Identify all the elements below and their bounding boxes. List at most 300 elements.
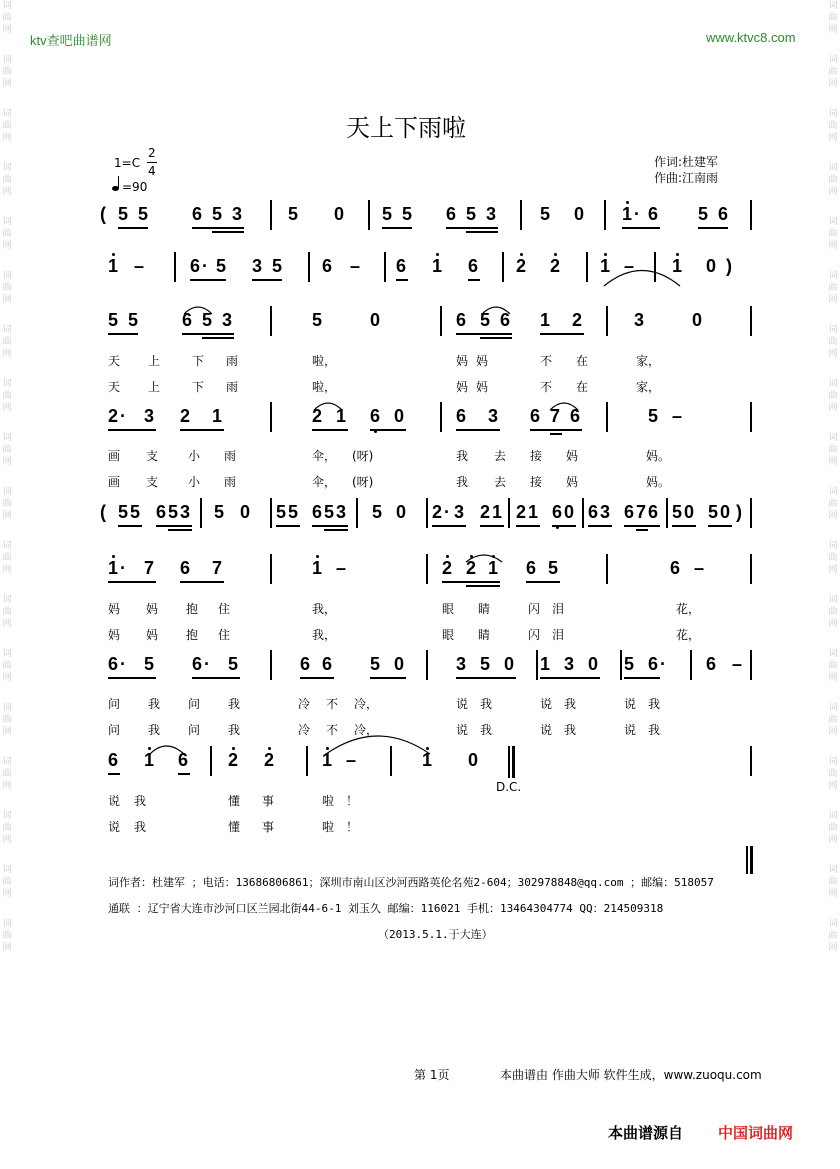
lyric-syllable: 妈 — [566, 475, 579, 489]
watermark-char: 网 — [2, 781, 12, 791]
watermark-char: 词 — [2, 217, 12, 227]
lyric-syllable: 我 — [480, 697, 493, 711]
watermark-char: 曲 — [828, 121, 838, 131]
watermark-char: 网 — [2, 25, 12, 35]
note: 6 — [648, 502, 659, 522]
note: 5 — [648, 406, 659, 426]
watermark-char: 词 — [2, 541, 12, 551]
note: 1 — [488, 558, 499, 578]
dc-marking: D.C. — [496, 780, 522, 794]
note: 1 — [492, 502, 503, 522]
watermark-char: 曲 — [828, 661, 838, 671]
note: 2 — [516, 256, 527, 276]
lyric-syllable: 雨 — [224, 449, 237, 463]
lyric-syllable: 说 — [624, 723, 637, 737]
note: 1 — [540, 310, 551, 330]
watermark-char: 曲 — [2, 337, 12, 347]
watermark-char: 曲 — [2, 229, 12, 239]
lyric-syllable: 说 — [456, 723, 469, 737]
note: 0 — [684, 502, 695, 522]
lyric-syllable: 妈 — [146, 628, 159, 642]
watermark-char: 网 — [2, 889, 12, 899]
note: 6 — [300, 654, 311, 674]
note: 7 — [550, 406, 561, 426]
watermark-char: 网 — [2, 349, 12, 359]
lyric-syllable: 接 — [530, 475, 543, 489]
watermark-char: 网 — [828, 241, 838, 251]
note: 2 — [516, 502, 527, 522]
watermark-char: 词 — [828, 109, 838, 119]
note: – — [134, 256, 145, 276]
lyric-syllable: 我 — [456, 449, 469, 463]
note: 0 — [564, 502, 575, 522]
watermark-char: 词 — [828, 595, 838, 605]
header-left-site[interactable]: ktv查吧曲谱网 — [30, 33, 112, 48]
note: 0 — [370, 310, 381, 330]
watermark-char: 词 — [828, 433, 838, 443]
watermark-char: 曲 — [828, 877, 838, 887]
watermark-char: 曲 — [2, 121, 12, 131]
lyric-syllable: 天 — [108, 380, 121, 394]
note: 5 — [272, 256, 283, 276]
lyric-syllable: 问 — [108, 723, 121, 737]
watermark-char: 曲 — [2, 67, 12, 77]
note: – — [336, 558, 347, 578]
lyric-syllable: 妈 — [476, 354, 489, 368]
note: 5 — [228, 654, 239, 674]
watermark-char: 网 — [2, 187, 12, 197]
note: 1 — [312, 558, 323, 578]
watermark-char: 网 — [2, 943, 12, 953]
watermark-char: 曲 — [2, 175, 12, 185]
watermark-char: 曲 — [828, 931, 838, 941]
lyric-syllable: 睛 — [478, 628, 491, 642]
lyricist-contact: 词作者：杜建军 ；电话：13686806861；深圳市南山区沙河西路英伦名苑2-604；302978848@qq.com ；邮编：518057 — [108, 876, 714, 889]
note: 0 — [240, 502, 251, 522]
note: 3 — [222, 310, 233, 330]
lyric-syllable: 不 — [540, 354, 553, 368]
watermark-char: 词 — [828, 325, 838, 335]
augmentation-dot: · — [202, 256, 208, 276]
watermark-char: 曲 — [2, 499, 12, 509]
watermark-char: 曲 — [828, 391, 838, 401]
lyric-syllable: 在 — [576, 354, 589, 368]
watermark-char: 曲 — [2, 877, 12, 887]
lyric-syllable: 抱 — [186, 602, 199, 616]
watermark-char: 曲 — [828, 13, 838, 23]
watermark-char: 曲 — [2, 445, 12, 455]
note: 6 — [156, 502, 167, 522]
lyric-syllable: 妈 — [108, 602, 121, 616]
note: 3 — [252, 256, 263, 276]
watermark-char: 曲 — [2, 553, 12, 563]
note: 6 — [108, 750, 119, 770]
watermark-char: 词 — [2, 325, 12, 335]
watermark-char: 词 — [828, 703, 838, 713]
slur — [466, 555, 502, 562]
watermark-char: 曲 — [2, 607, 12, 617]
watermark-char: 词 — [828, 757, 838, 767]
lyric-syllable: 问 — [188, 697, 201, 711]
note: 1 — [422, 750, 433, 770]
note: 6 — [718, 204, 729, 224]
lyric-syllable: 我 — [148, 723, 161, 737]
lyric-syllable: 我 — [228, 723, 241, 737]
note: 2 — [466, 558, 477, 578]
watermark-char: 曲 — [2, 769, 12, 779]
augmentation-dot: · — [120, 406, 126, 426]
note: 1 — [600, 256, 611, 276]
watermark-char: 词 — [2, 109, 12, 119]
composer: 作曲:江南雨 — [654, 171, 719, 185]
watermark-char: 词 — [828, 379, 838, 389]
watermark-char: 曲 — [2, 823, 12, 833]
lyric-syllable: 懂 — [228, 794, 241, 808]
final-barline — [746, 846, 748, 874]
note: 3 — [456, 654, 467, 674]
note: 0 — [706, 256, 717, 276]
note: 5 — [466, 204, 477, 224]
note: 6 — [180, 558, 191, 578]
note: 3 — [144, 406, 155, 426]
watermark-char: 网 — [2, 241, 12, 251]
note: 5 — [402, 204, 413, 224]
lyric-syllable: 我 — [456, 475, 469, 489]
lyric-syllable: 我 — [134, 820, 147, 834]
watermark-char: 曲 — [828, 823, 838, 833]
note: 6 — [322, 256, 333, 276]
note: 0 — [504, 654, 515, 674]
note: 5 — [108, 310, 119, 330]
note: 3 — [180, 502, 191, 522]
source-label: 本曲谱源自 — [608, 1124, 684, 1142]
note: 3 — [488, 406, 499, 426]
watermark-char: 曲 — [828, 67, 838, 77]
note: 1 — [622, 204, 633, 224]
watermark-char: 词 — [828, 1, 838, 11]
slur — [314, 403, 342, 410]
note: 6 — [526, 558, 537, 578]
lyric-syllable: 闪 — [528, 628, 541, 642]
note: 6 — [192, 654, 203, 674]
note: 2 — [480, 502, 491, 522]
watermark-char: 网 — [828, 565, 838, 575]
note: 5 — [480, 654, 491, 674]
lyric-syllable: 小 — [188, 449, 201, 463]
lyric-syllable: 上 — [148, 354, 161, 368]
watermark-char: 曲 — [828, 553, 838, 563]
lyric-syllable: 事 — [262, 794, 275, 808]
note: 6 — [530, 406, 541, 426]
note: 3 — [232, 204, 243, 224]
watermark-char: 词 — [828, 163, 838, 173]
watermark-char: 网 — [828, 511, 838, 521]
note: 5 — [168, 502, 179, 522]
watermark-char: 词 — [828, 649, 838, 659]
note: 0 — [396, 502, 407, 522]
note: 3 — [486, 204, 497, 224]
watermark-char: 曲 — [828, 283, 838, 293]
note: 6 — [192, 204, 203, 224]
generator-credit: 本曲谱由 作曲大师 软件生成，www.zuoqu.com — [500, 1068, 762, 1082]
augmentation-dot: · — [120, 654, 126, 674]
watermark-char: 网 — [828, 187, 838, 197]
watermark-char: 曲 — [828, 769, 838, 779]
lyric-syllable: 花， — [676, 602, 701, 616]
watermark-char: 曲 — [828, 499, 838, 509]
lyric-syllable: 问 — [108, 697, 121, 711]
note: 1 — [672, 256, 683, 276]
watermark-char: 网 — [2, 727, 12, 737]
lyric-syllable: 雨 — [226, 354, 239, 368]
note: 0 — [394, 406, 405, 426]
note: 5 — [118, 502, 129, 522]
watermark-char: 词 — [2, 919, 12, 929]
slur — [326, 736, 430, 754]
note: 5 — [118, 204, 129, 224]
augmentation-dot: · — [204, 654, 210, 674]
note: 2 — [442, 558, 453, 578]
note: 6 — [446, 204, 457, 224]
watermark-char: 曲 — [828, 607, 838, 617]
note: 5 — [372, 502, 383, 522]
note: 5 — [216, 256, 227, 276]
lyric-syllable: 冷， — [354, 697, 379, 711]
note: 5 — [698, 204, 709, 224]
note: 1 — [144, 750, 155, 770]
note: ( — [100, 502, 106, 522]
watermark-char: 曲 — [828, 229, 838, 239]
lyric-syllable: 我， — [312, 602, 337, 616]
watermark-char: 词 — [828, 541, 838, 551]
watermark-char: 网 — [828, 889, 838, 899]
watermark-char: 网 — [828, 619, 838, 629]
note: 2 — [108, 406, 119, 426]
note: 6 — [552, 502, 563, 522]
watermark-char: 网 — [2, 511, 12, 521]
watermark-char: 词 — [2, 649, 12, 659]
lyric-syllable: ！ — [346, 794, 359, 808]
lyric-syllable: 接 — [530, 449, 543, 463]
lyric-syllable: 眼 — [442, 628, 455, 642]
lyric-syllable: 事 — [262, 820, 275, 834]
note: 5 — [276, 502, 287, 522]
note: – — [624, 256, 635, 276]
watermark-char: 网 — [2, 835, 12, 845]
slur — [550, 403, 578, 410]
note: 6 — [624, 502, 635, 522]
lyric-syllable: 啦， — [312, 380, 337, 394]
note: – — [350, 256, 361, 276]
source-site[interactable]: 中国词曲网 — [718, 1124, 794, 1142]
lyric-syllable: 雨 — [226, 380, 239, 394]
lyric-syllable: 冷， — [354, 723, 379, 737]
watermark-char: 网 — [2, 619, 12, 629]
watermark-char: 词 — [828, 271, 838, 281]
note: 5 — [312, 310, 323, 330]
final-barline-thick — [750, 846, 753, 874]
note: 0 — [692, 310, 703, 330]
note: 6 — [468, 256, 479, 276]
lyric-syllable: 我 — [148, 697, 161, 711]
note: 6 — [312, 502, 323, 522]
watermark-char: 词 — [828, 487, 838, 497]
note: 5 — [548, 558, 559, 578]
lyric-syllable: 下 — [192, 380, 205, 394]
note: 1 — [108, 558, 119, 578]
watermark-char: 词 — [2, 595, 12, 605]
lyric-syllable: 我 — [648, 697, 661, 711]
lyric-syllable: 说 — [624, 697, 637, 711]
note: 6 — [570, 406, 581, 426]
watermark-char: 网 — [2, 403, 12, 413]
composer-contact: 通联 ：辽宁省大连市沙河口区兰园北街44-6-1 刘玉久 邮编：116021 手机：13464304774 QQ：214509318 — [108, 902, 664, 915]
note: 3 — [600, 502, 611, 522]
time-signature-top: 2 — [148, 146, 156, 160]
note: 5 — [624, 654, 635, 674]
watermark-char: 词 — [2, 163, 12, 173]
lyric-syllable: 我 — [648, 723, 661, 737]
lyric-syllable: 闪 — [528, 602, 541, 616]
note: – — [732, 654, 743, 674]
lyric-syllable: 说 — [540, 697, 553, 711]
lyric-syllable: 懂 — [228, 820, 241, 834]
lyric-syllable: 不 — [326, 697, 339, 711]
lyric-syllable: 冷 — [298, 697, 311, 711]
note: 0 — [394, 654, 405, 674]
lyric-syllable: 我 — [564, 723, 577, 737]
watermark-char: 曲 — [2, 931, 12, 941]
slur — [482, 307, 510, 314]
watermark-char: 词 — [2, 811, 12, 821]
note: 6 — [648, 654, 659, 674]
note: 0 — [720, 502, 731, 522]
watermark-char: 网 — [2, 673, 12, 683]
lyric-syllable: 上 — [148, 380, 161, 394]
note: 5 — [480, 310, 491, 330]
note: 3 — [454, 502, 465, 522]
lyric-syllable: 我 — [564, 697, 577, 711]
lyric-syllable: 问 — [188, 723, 201, 737]
lyric-syllable: 不 — [540, 380, 553, 394]
note: 1 — [540, 654, 551, 674]
lyric-syllable: 在 — [576, 380, 589, 394]
note: – — [346, 750, 357, 770]
note: 7 — [144, 558, 155, 578]
note: 6 — [588, 502, 599, 522]
note: 0 — [574, 204, 585, 224]
watermark-char: 词 — [2, 703, 12, 713]
lyric-syllable: 冷 — [298, 723, 311, 737]
note: 7 — [212, 558, 223, 578]
note: – — [672, 406, 683, 426]
watermark-char: 网 — [828, 349, 838, 359]
lyric-syllable: 妈。 — [646, 475, 671, 489]
watermark-char: 词 — [2, 271, 12, 281]
watermark-char: 词 — [828, 55, 838, 65]
lyric-syllable: 妈。 — [646, 449, 671, 463]
note: 5 — [214, 502, 225, 522]
lyric-syllable: 下 — [192, 354, 205, 368]
lyric-syllable: 我， — [312, 628, 337, 642]
note: 3 — [336, 502, 347, 522]
note: 7 — [636, 502, 647, 522]
lyric-syllable: 家， — [636, 380, 661, 394]
lyric-syllable: 啦， — [312, 354, 337, 368]
note: 0 — [468, 750, 479, 770]
note: 5 — [288, 502, 299, 522]
watermark-char: 网 — [828, 835, 838, 845]
lyric-syllable: 去 — [494, 449, 507, 463]
page-number: 第 1页 — [414, 1068, 450, 1082]
note: 3 — [634, 310, 645, 330]
note: 5 — [708, 502, 719, 522]
augmentation-dot: · — [634, 204, 640, 224]
note: 5 — [382, 204, 393, 224]
watermark-char: 词 — [828, 865, 838, 875]
watermark-char: 曲 — [2, 13, 12, 23]
note: 6 — [706, 654, 717, 674]
lyric-syllable: 不 — [326, 723, 339, 737]
watermark-char: 曲 — [828, 175, 838, 185]
note: ) — [726, 256, 732, 276]
watermark-char: 词 — [2, 487, 12, 497]
lyric-syllable: 啦 — [322, 820, 335, 834]
watermark-char: 曲 — [2, 391, 12, 401]
lyric-syllable: 支 — [146, 475, 159, 489]
note: 1 — [528, 502, 539, 522]
note: 2 — [228, 750, 239, 770]
tempo-marking: =90 — [122, 180, 148, 194]
header-right-site[interactable]: www.ktvc8.com — [706, 30, 796, 45]
lyric-syllable: 花， — [676, 628, 701, 642]
watermark-char: 网 — [828, 79, 838, 89]
watermark-char: 词 — [2, 757, 12, 767]
note: 6 — [370, 406, 381, 426]
lyric-syllable: (呀) — [352, 475, 374, 489]
note: 5 — [144, 654, 155, 674]
note: 1 — [322, 750, 333, 770]
note: 0 — [588, 654, 599, 674]
note: 5 — [138, 204, 149, 224]
note: 5 — [202, 310, 213, 330]
note: ) — [736, 502, 742, 522]
lyric-syllable: 睛 — [478, 602, 491, 616]
note: 2 — [312, 406, 323, 426]
watermark-char: 网 — [828, 943, 838, 953]
lyric-syllable: 我 — [228, 697, 241, 711]
lyricist: 作词:杜建军 — [654, 155, 719, 169]
note: 6 — [456, 310, 467, 330]
watermark-char: 曲 — [828, 337, 838, 347]
lyric-syllable: ！ — [346, 820, 359, 834]
note: 5 — [540, 204, 551, 224]
watermark-char: 词 — [828, 811, 838, 821]
watermark-char: 网 — [2, 565, 12, 575]
lyric-syllable: 妈 — [146, 602, 159, 616]
note: 5 — [288, 204, 299, 224]
lyric-syllable: 妈 — [566, 449, 579, 463]
watermark-char: 曲 — [2, 661, 12, 671]
lyric-syllable: 天 — [108, 354, 121, 368]
lyric-syllable: 画 — [108, 449, 121, 463]
note: 2 — [264, 750, 275, 770]
note: 6 — [108, 654, 119, 674]
note: 2 — [572, 310, 583, 330]
lyric-syllable: 妈 — [108, 628, 121, 642]
watermark-char: 网 — [828, 673, 838, 683]
lyric-syllable: 抱 — [186, 628, 199, 642]
